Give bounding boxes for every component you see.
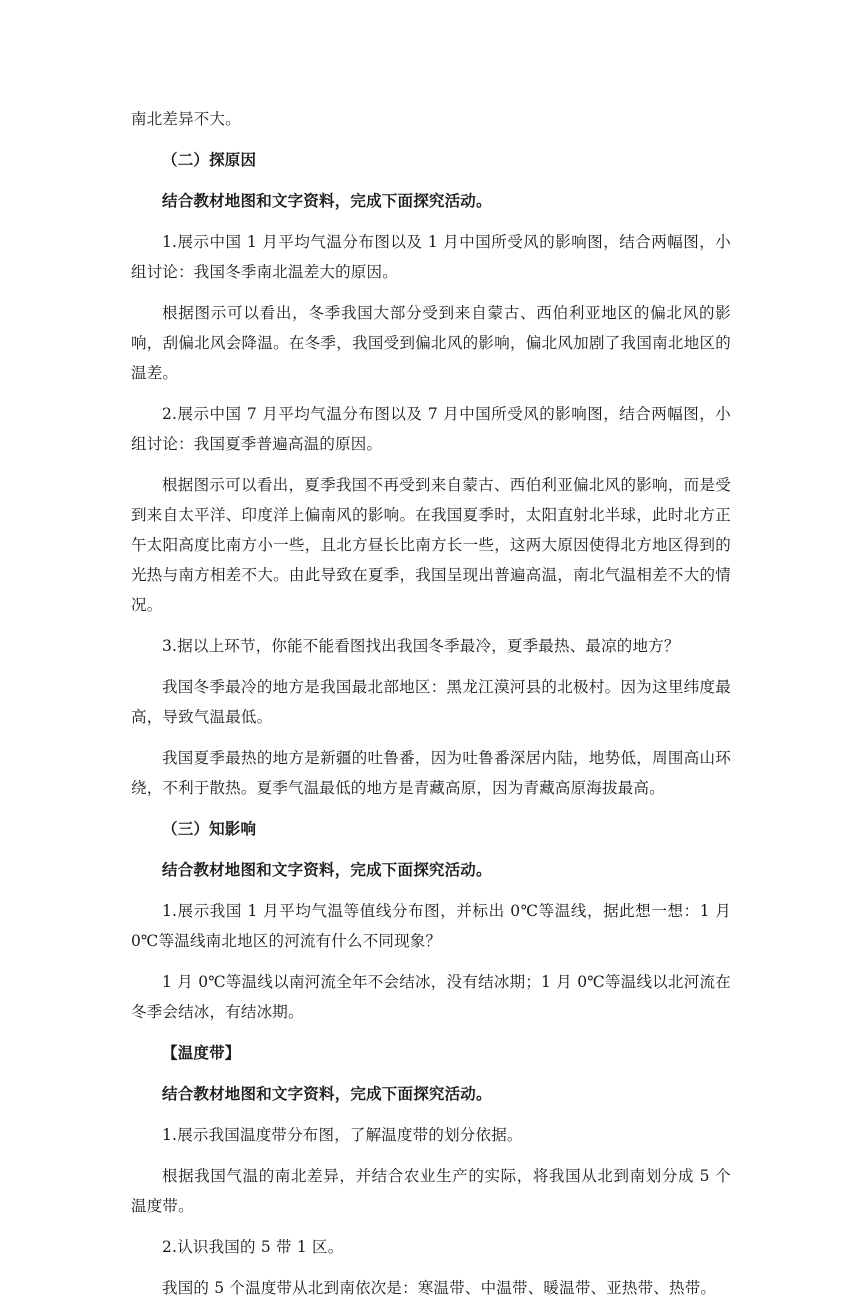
answer-paragraph: 根据我国气温的南北差异，并结合农业生产的实际，将我国从北到南划分成 5 个温度带。: [131, 1167, 731, 1215]
question-paragraph: 1.展示我国 1 月平均气温等值线分布图，并标出 0℃等温线，据此想一想：1 月 0℃等温线南北地区的河流有什么不同现象？: [131, 902, 731, 950]
question-paragraph: 2.认识我国的 5 带 1 区。: [162, 1238, 344, 1256]
answer-paragraph: 根据图示可以看出，冬季我国大部分受到来自蒙古、西伯利亚地区的偏北风的影响，刮偏北风会降温。在冬季，我国受到偏北风的影响，偏北风加剧了我国南北地区的温差。: [131, 304, 731, 382]
question-paragraph: 1.展示中国 1 月平均气温分布图以及 1 月中国所受风的影响图，结合两幅图，小组讨论：我国冬季南北温差大的原因。: [131, 233, 731, 281]
activity-instruction: 结合教材地图和文字资料，完成下面探究活动。: [162, 860, 492, 879]
answer-paragraph: 我国夏季最热的地方是新疆的吐鲁番，因为吐鲁番深居内陆，地势低，周围高山环绕，不利于散热。夏季气温最低的地方是青藏高原，因为青藏高原海拔最高。: [131, 749, 731, 797]
section-heading: 【温度带】: [162, 1043, 241, 1062]
question-paragraph: 3.据以上环节，你能不能看图找出我国冬季最冷，夏季最热、最凉的地方？: [162, 637, 680, 655]
document-page: [131, 104, 731, 1314]
question-paragraph: 1.展示我国温度带分布图，了解温度带的划分依据。: [162, 1126, 523, 1144]
answer-paragraph: 根据图示可以看出，夏季我国不再受到来自蒙古、西伯利亚偏北风的影响，而是受到来自太平洋、印度洋上偏南风的影响。在我国夏季时，太阳直射北半球，此时北方正午太阳高度比南方小一些，且北方昼长比南方长一些，这两大原因使得北方地区得到的光热与南方相差不大。由此导致在夏季，我国呈现出普遍高温，南北气温相差不大的情况。: [131, 476, 731, 614]
section-heading: （二）探原因: [162, 150, 257, 169]
activity-instruction: 结合教材地图和文字资料，完成下面探究活动。: [162, 191, 492, 210]
activity-instruction: 结合教材地图和文字资料，完成下面探究活动。: [162, 1084, 492, 1103]
section-heading: （三）知影响: [162, 819, 257, 838]
answer-paragraph: 1 月 0℃等温线以南河流全年不会结冰，没有结冰期；1 月 0℃等温线以北河流在冬季会结冰，有结冰期。: [131, 973, 731, 1021]
question-paragraph: 2.展示中国 7 月平均气温分布图以及 7 月中国所受风的影响图，结合两幅图，小组讨论：我国夏季普遍高温的原因。: [131, 405, 731, 453]
answer-paragraph: 我国的 5 个温度带从北到南依次是：寒温带、中温带、暖温带、亚热带、热带。: [162, 1279, 717, 1297]
answer-paragraph: 我国冬季最冷的地方是我国最北部地区：黑龙江漠河县的北极村。因为这里纬度最高，导致气温最低。: [131, 678, 731, 726]
paragraph: 南北差异不大。: [131, 110, 241, 128]
